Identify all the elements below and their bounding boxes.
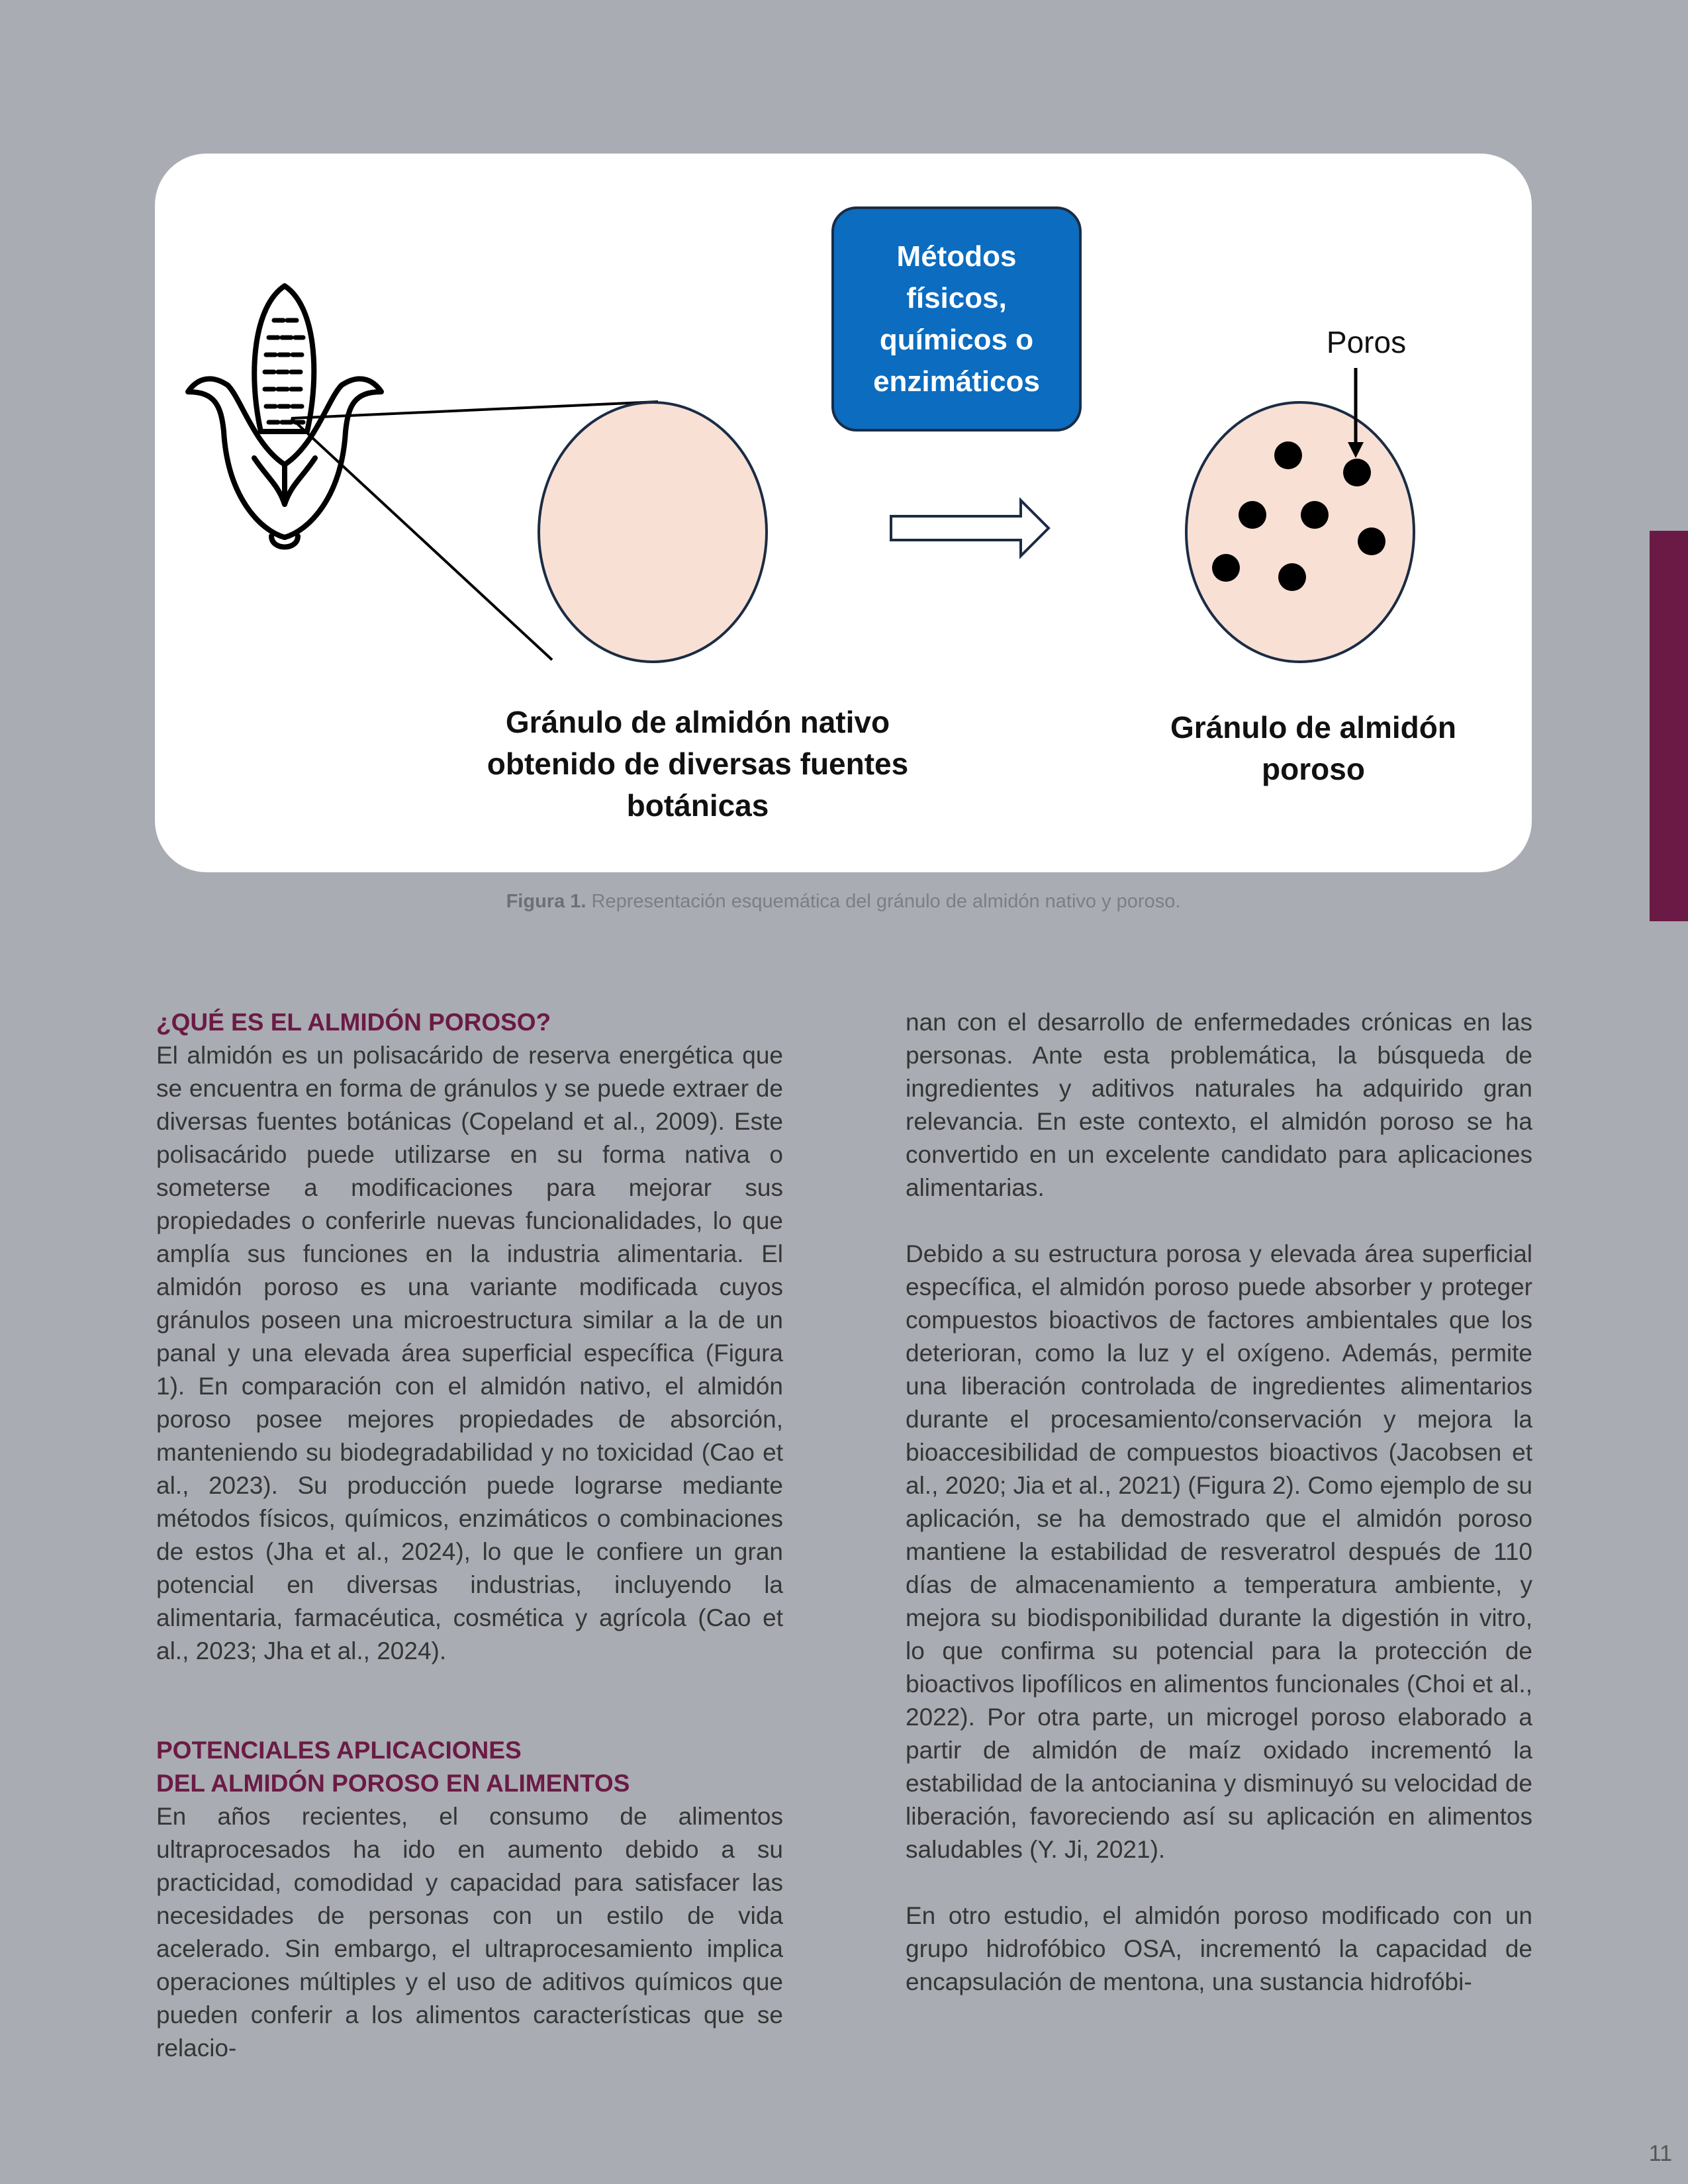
left-column [156,1006,783,2065]
section-heading-applications: POTENCIALES APLICACIONES DEL ALMIDÓN POROSO EN ALIMENTOS [156,1737,630,1797]
figure-caption [155,891,1532,913]
paragraph-osa: En otro estudio, el almidón poroso modificado con un grupo hidrofóbico OSA, incrementó la capacidad de encapsulación de mentona, una sustancia hidrofóbi- [906,1902,1532,1995]
right-column [906,1006,1532,1999]
zoom-line-bottom [291,418,552,660]
arrow-right-icon [891,500,1049,556]
paragraph-ultraprocessed: En años recientes, el consumo de alimentos ultraprocesados ha ido en aumento debido a su practicidad, comodidad y capacidad para satisfacer las necesidades de personas con un estilo de vida acelerado. Sin embargo, el ultraprocesamiento implica operaciones múltiples y el uso de aditivos químicos que pueden conferir a los alimentos características que se relacio- [156,1803,783,2062]
caption-prefix: Figura 1. [506,891,586,912]
paragraph-continuation: nan con el desarrollo de enfermedades crónicas en las personas. Ante esta problemática, la búsqueda de ingredientes y aditivos naturales ha adquirido gran relevancia. En este contexto, el almidón poroso se ha convertido en un excelente candidato para aplicaciones alimentarias. [906,1009,1532,1201]
porous-granule-label: Gránulo de almidón poroso [1170,710,1456,786]
side-accent-bar [1650,531,1688,921]
native-granule-label: Gránulo de almidón nativo obtenido de diversas fuentes botánicas [487,705,909,823]
section-heading-what-is: ¿QUÉ ES EL ALMIDÓN POROSO? [156,1009,551,1036]
caption-text: Representación esquemática del gránulo de almidón nativo y poroso. [586,891,1181,912]
methods-box: Métodos físicos, químicos o enzimáticos [831,206,1082,432]
paragraph-bioactives: Debido a su estructura porosa y elevada área superficial específica, el almidón poroso puede absorber y proteger compuestos bioactivos de factores ambientales que los deterioran, como la luz y el oxígeno. Además, permite una liberación controlada de ingredientes alimentarios durante el procesamiento/conservación y mejora la bioaccesibilidad de compuestos bioactivos (Jacobsen et al., 2020; Jia et al., 2021) (Figura 2). Como ejemplo de su aplicación, se ha demostrado que el almidón poroso mantiene la estabilidad de resveratrol después de 110 días de almacenamiento a temperatura ambiente, y mejora su biodisponibilidad durante la digestión in vitro, lo que confirma su potencial para la protección de bioactivos lipofílicos en alimentos funcionales (Choi et al., 2022). Por otra parte, un microgel poroso elaborado a partir de almidón de maíz oxidado incrementó la estabilidad de la antocianina y disminuyó su velocidad de liberación, favoreciendo así su aplicación en alimentos saludables (Y. Ji, 2021). [906,1240,1532,1863]
pores-label: Poros [1326,325,1407,359]
paragraph-definition: El almidón es un polisacárido de reserva energética que se encuentra en forma de gránulos y se puede extraer de diversas fuentes botánicas (Copeland et al., 2009). Este polisacárido puede utilizarse en su forma nativa o someterse a modificaciones para mejorar sus propiedades o conferirle nuevas funcionalidades, lo que amplía sus funciones en la industria alimentaria. El almidón poroso es una variante modificada cuyos gránulos poseen una microestructura similar a la de un panal y una elevada área superficial específica (Figura 1). En comparación con el almidón nativo, el almidón poroso posee mejores propiedades de absorción, manteniendo su biodegradabilidad y no toxicidad (Cao et al., 2023). Su producción puede lograrse mediante métodos físicos, químicos, enzimáticos o combinaciones de estos (Jha et al., 2024), lo que le confiere un gran potencial en diversas industrias, incluyendo la alimentaria, farmacéutica, cosmética y agrícola (Cao et al., 2023; Jha et al., 2024). [156,1042,783,1664]
figure-card [155,154,1532,872]
page-number: 11 [1648,2141,1672,2166]
native-granule [539,402,767,662]
